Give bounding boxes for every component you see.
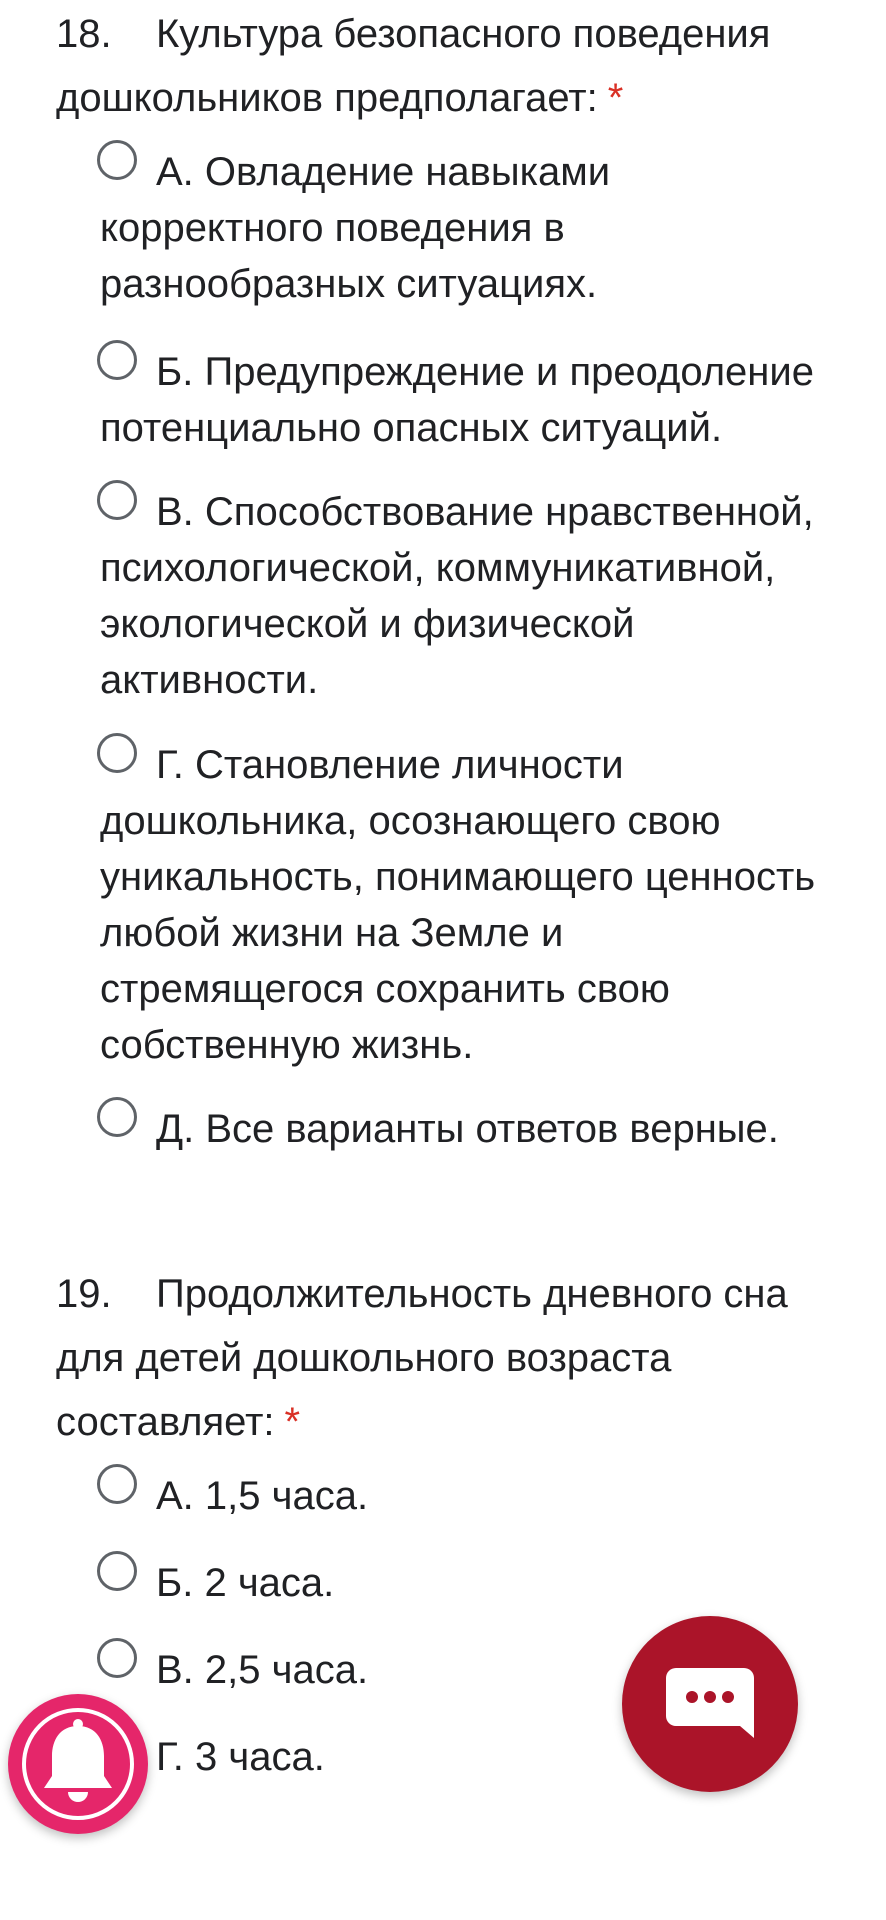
option-label: А. 1,5 часа. <box>156 1474 369 1518</box>
question-number: 18. <box>56 12 112 56</box>
notification-bell-button[interactable] <box>8 1694 148 1834</box>
option-q18-d[interactable] <box>100 737 820 1073</box>
option-q18-a[interactable] <box>100 144 840 312</box>
chat-bubble-icon <box>622 1616 798 1792</box>
option-label: Д. Все варианты ответов верные. <box>156 1107 779 1151</box>
question-text: Культура безопасного поведения дошкольников предполагает: <box>56 12 771 120</box>
option-label: Г. Становление личности дошкольника, осознающего свою уникальность, понимающего ценность любой жизни на Земле и стремящегося сохранить свою собственную жизнь. <box>100 743 816 1067</box>
question-19 <box>56 1262 846 1454</box>
question-18 <box>56 0 846 130</box>
required-marker: * <box>284 1400 301 1444</box>
required-marker: * <box>607 76 624 120</box>
option-q18-b[interactable] <box>100 344 860 456</box>
option-q18-c[interactable] <box>100 484 840 708</box>
option-label: Б. Предупреждение и преодоление потенциально опасных ситуаций. <box>100 350 814 450</box>
option-q19-b[interactable] <box>100 1555 600 1611</box>
question-title <box>56 0 846 130</box>
option-label: А. Овладение навыками корректного поведения в разнообразных ситуациях. <box>100 150 611 306</box>
option-label: В. 2,5 часа. <box>156 1648 369 1692</box>
chat-button[interactable] <box>622 1616 798 1792</box>
option-q19-c[interactable] <box>100 1642 600 1698</box>
option-q18-e[interactable] <box>100 1101 860 1157</box>
bell-icon <box>8 1694 148 1834</box>
question-number: 19. <box>56 1272 112 1316</box>
question-title <box>56 1262 846 1454</box>
option-label: Г. 3 часа. <box>156 1735 325 1779</box>
option-q19-d[interactable] <box>100 1729 600 1785</box>
option-q19-a[interactable] <box>100 1468 800 1524</box>
option-label: Б. 2 часа. <box>156 1561 335 1605</box>
question-text: Продолжительность дневного сна для детей дошкольного возраста составляет: <box>56 1272 788 1444</box>
option-label: В. Способствование нравственной, психологической, коммуникативной, экологической и физической активности. <box>100 490 814 702</box>
